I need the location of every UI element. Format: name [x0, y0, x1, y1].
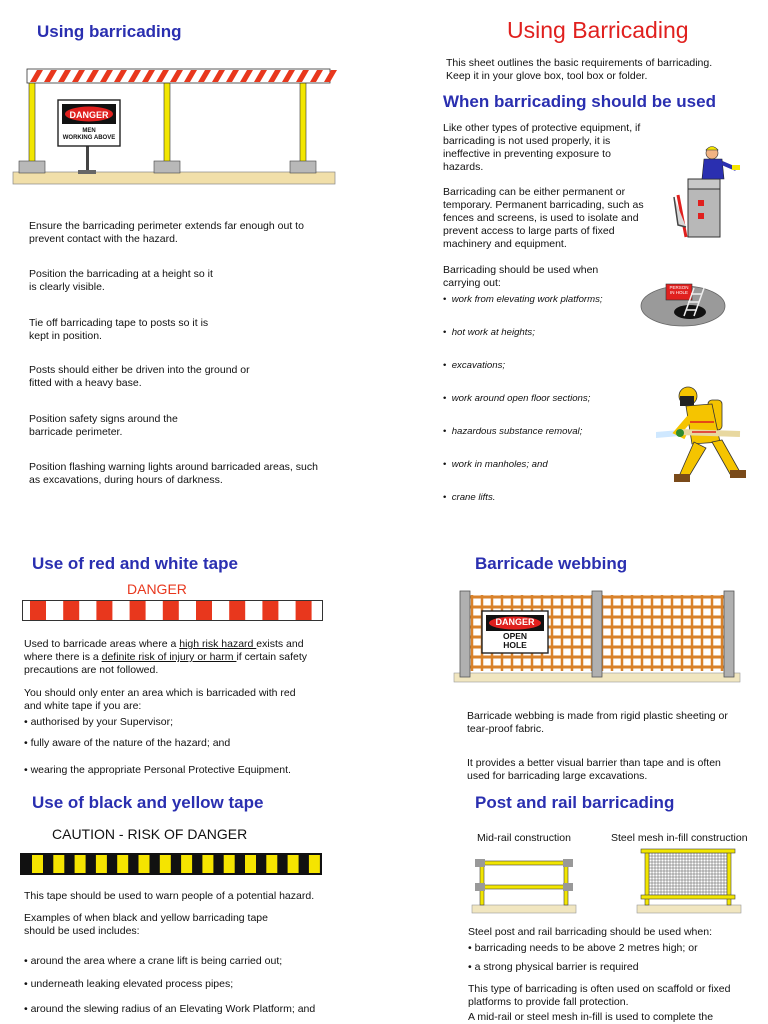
use-1: work from elevating work platforms;: [451, 294, 603, 305]
caption-mesh: Steel mesh in-fill construction: [611, 832, 748, 844]
webbing-paragraph-2: It provides a better visual barrier than tape and is often used for barricading large excavations.: [467, 757, 721, 782]
danger-label: DANGER: [127, 581, 187, 597]
post-paragraph-1: Steel post and rail barricading should be used when:: [468, 926, 712, 938]
by-bullet-3: • around the slewing radius of an Elevating Work Platform; and: [24, 1003, 316, 1015]
use-6: work in manholes; and: [451, 459, 548, 470]
intro-text: This sheet outlines the basic requirements of barricading. Keep it in your glove box, tool box or folder.: [446, 57, 713, 82]
rw-bullet-3: • wearing the appropriate Personal Protective Equipment.: [24, 764, 291, 776]
rw-p1-link1: high risk hazard: [179, 638, 257, 650]
caution-label: CAUTION - RISK OF DANGER: [52, 826, 248, 842]
webbing-illustration: [452, 585, 742, 685]
use-5: hazardous substance removal;: [451, 426, 583, 437]
list-item: • work in manholes; and: [443, 459, 548, 470]
rw-p1-link2: definite risk of injury or harm: [101, 651, 237, 663]
black-yellow-tape-graphic: [20, 853, 322, 875]
tip-6: Position flashing warning lights around barricaded areas, such as excavations, during hours of darkness.: [29, 461, 318, 486]
webbing-paragraph-1: Barricade webbing is made from rigid plastic sheeting or tear-proof fabric.: [467, 710, 728, 735]
danger-sign-top: DANGER: [69, 110, 109, 120]
danger-sign-line1: MEN: [82, 128, 96, 134]
when-paragraph-1: Like other types of protective equipment, if barricading is not used properly, it is ineffective in preventing exposure to hazards.: [443, 122, 641, 173]
tip-5: Position safety signs around the barricade perimeter.: [29, 413, 178, 438]
by-bullet-2: • underneath leaking elevated process pipes;: [24, 978, 234, 990]
page-title: Using Barricading: [507, 17, 689, 43]
red-white-tape-graphic: [22, 600, 323, 621]
list-item: • work around open floor sections;: [443, 393, 591, 404]
tip-4: Posts should either be driven into the ground or fitted with a heavy base.: [29, 364, 250, 389]
section-heading-post-rail: Post and rail barricading: [475, 793, 675, 812]
post-paragraph-2: This type of barricading is often used on scaffold or fixed platforms to provide fall protection.: [468, 983, 731, 1008]
rw-p1-mid: exists and where there is a: [24, 638, 304, 663]
by-paragraph-2: Examples of when black and yellow barricading tape should be used includes:: [24, 912, 268, 937]
rw-bullet-1: • authorised by your Supervisor;: [24, 716, 173, 728]
section-heading-using-barricading: Using barricading: [37, 22, 182, 41]
by-bullet-1: • around the area where a crane lift is being carried out;: [24, 955, 283, 967]
section-heading-when: When barricading should be used: [443, 92, 716, 111]
list-item: • excavations;: [443, 360, 506, 371]
rw-p1-post: if certain safety precautions are not followed.: [24, 651, 308, 676]
list-item: • hazardous substance removal;: [443, 426, 583, 437]
caption-midrail: Mid-rail construction: [477, 832, 571, 844]
firefighter-hazmat-icon: [650, 382, 750, 490]
use-7: crane lifts.: [451, 492, 496, 503]
post-bullet-2: • a strong physical barrier is required: [468, 961, 639, 973]
rw-bullet-2: • fully aware of the nature of the hazard; and: [24, 737, 231, 749]
webbing-sign-line2: HOLE: [503, 640, 527, 650]
danger-sign-line2: WORKING ABOVE: [62, 135, 116, 141]
by-paragraph-1: This tape should be used to warn people of a potential hazard.: [24, 890, 315, 902]
rw-paragraph-2: You should only enter an area which is barricaded with red and white tape if you are:: [24, 687, 296, 712]
rw-paragraph-1: [24, 638, 314, 677]
webbing-sign-top: DANGER: [495, 617, 535, 627]
list-item: • work from elevating work platforms;: [443, 294, 603, 305]
mesh-barricade-drawing: [637, 845, 741, 915]
section-heading-black-yellow-tape: Use of black and yellow tape: [32, 793, 264, 812]
use-2: hot work at heights;: [451, 327, 535, 338]
post-paragraph-3: A mid-rail or steel mesh in-fill is used to complete the: [468, 1011, 714, 1023]
post-bullet-1: • barricading needs to be above 2 metres high; or: [468, 942, 698, 954]
midrail-barricade-drawing: [472, 857, 576, 915]
use-4: work around open floor sections;: [451, 393, 591, 404]
list-item: • crane lifts.: [443, 492, 496, 503]
tip-1: Ensure the barricading perimeter extends far enough out to prevent contact with the hazard.: [29, 220, 304, 245]
webbing-sign-line1: OPEN: [502, 631, 528, 641]
tip-2: Position the barricading at a height so it is clearly visible.: [29, 268, 213, 293]
elevating-platform-worker-icon: [668, 145, 743, 240]
use-3: excavations;: [451, 360, 506, 371]
tip-3: Tie off barricading tape to posts so it is kept in position.: [29, 317, 209, 342]
barricade-illustration: [10, 66, 340, 191]
section-heading-red-white-tape: Use of red and white tape: [32, 554, 238, 573]
rw-p1-pre: Used to barricade areas where a: [24, 638, 180, 650]
when-paragraph-3: Barricading should be used when carrying out:: [443, 264, 599, 289]
when-paragraph-2: Barricading can be either permanent or temporary. Permanent barricading, such as fences and screens, is used to isolate and prevent access to large parts of fixed machinery and equipment.: [443, 186, 644, 250]
manhole-sign-text: PERSON IN HOLE: [669, 285, 689, 295]
list-item: • hot work at heights;: [443, 327, 535, 338]
section-heading-webbing: Barricade webbing: [475, 554, 628, 573]
